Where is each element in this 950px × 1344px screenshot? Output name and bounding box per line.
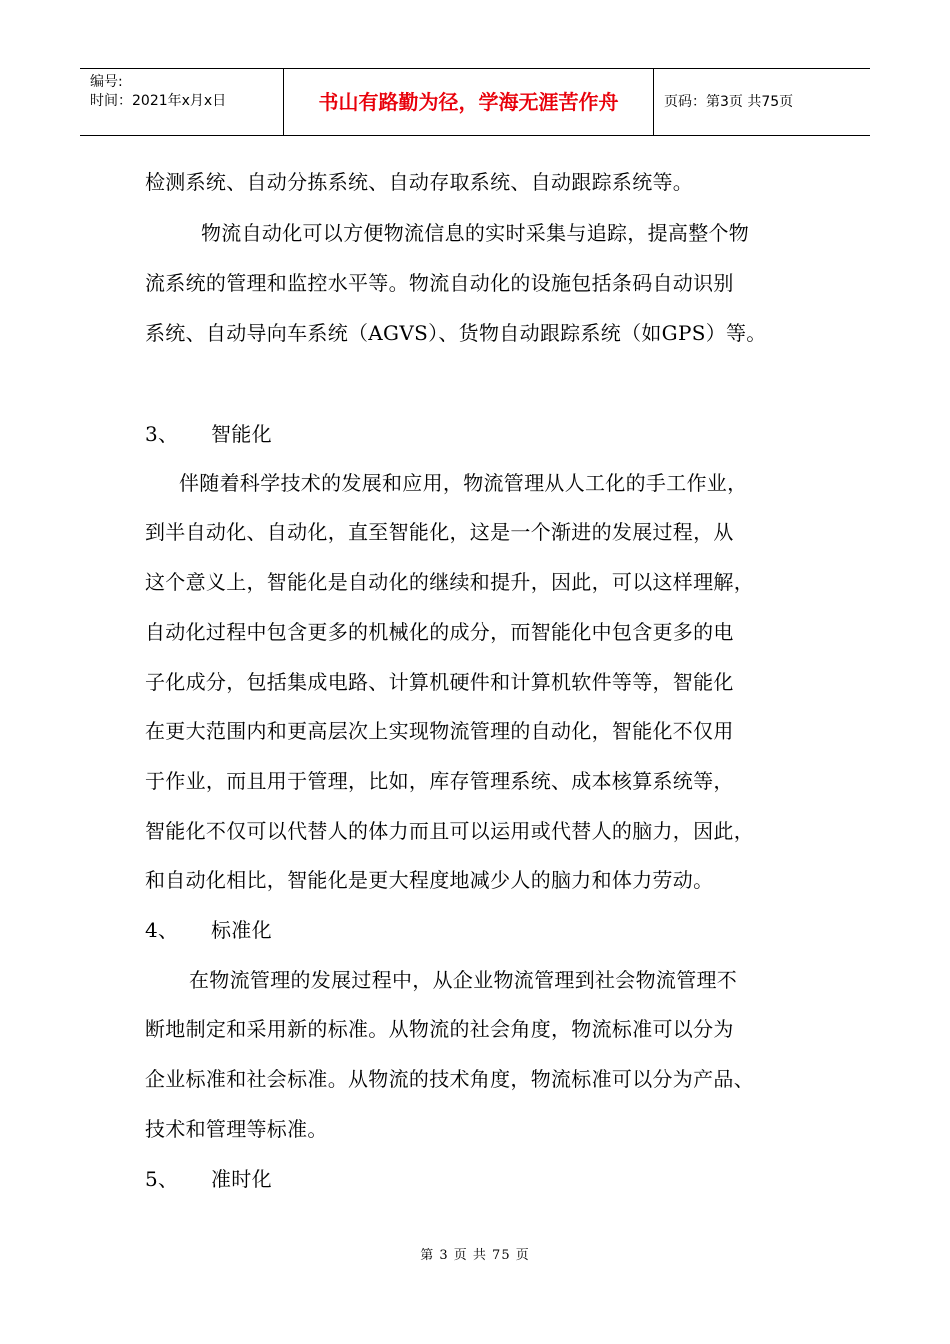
paragraph-line: 断地制定和采用新的标准。从物流的社会角度，物流标准可以分为 <box>145 1017 734 1041</box>
paragraph-line: 这个意义上，智能化是自动化的继续和提升，因此，可以这样理解， <box>145 570 754 594</box>
document-number-label: 编号: <box>90 74 123 90</box>
page-footer: 第 3 页 共 75 页 <box>420 1248 530 1263</box>
section-heading <box>145 916 272 944</box>
section-title: 智能化 <box>211 422 272 446</box>
paragraph-line: 和自动化相比，智能化是更大程度地减少人的脑力和体力劳动。 <box>145 868 714 892</box>
header-meta <box>80 69 283 135</box>
paragraph-line: 流系统的管理和监控水平等。物流自动化的设施包括条码自动识别 <box>145 271 734 295</box>
header-motto: 书山有路勤为径，学海无涯苦作舟 <box>283 69 654 135</box>
paragraph-line: 子化成分，包括集成电路、计算机硬件和计算机软件等等，智能化 <box>145 670 734 694</box>
header-page-number: 页码：第3页 共75页 <box>664 94 794 110</box>
paragraph-line: 伴随着科学技术的发展和应用，物流管理从人工化的手工作业， <box>179 471 748 495</box>
section-heading <box>145 1165 272 1193</box>
section-title: 标准化 <box>211 918 272 942</box>
paragraph-line: 智能化不仅可以代替人的体力而且可以运用或代替人的脑力，因此， <box>145 819 754 843</box>
paragraph-line: 于作业，而且用于管理，比如，库存管理系统、成本核算系统等， <box>145 769 734 793</box>
paragraph-line: 到半自动化、自动化，直至智能化，这是一个渐进的发展过程，从 <box>145 520 734 544</box>
paragraph-line: 系统、自动导向车系统（AGVS）、货物自动跟踪系统（如GPS）等。 <box>145 321 767 345</box>
document-time-label: 时间：2021年x月x日 <box>90 93 227 109</box>
section-number: 5、 <box>145 1167 179 1191</box>
paragraph-line: 物流自动化可以方便物流信息的实时采集与追踪，提高整个物 <box>201 221 750 245</box>
paragraph-line: 技术和管理等标准。 <box>145 1117 328 1141</box>
section-number: 4、 <box>145 918 179 942</box>
paragraph-line: 企业标准和社会标准。从物流的技术角度，物流标准可以分为产品、 <box>145 1067 754 1091</box>
section-title: 准时化 <box>211 1167 272 1191</box>
section-heading <box>145 420 272 448</box>
paragraph-line: 自动化过程中包含更多的机械化的成分，而智能化中包含更多的电 <box>145 620 734 644</box>
paragraph-line: 检测系统、自动分拣系统、自动存取系统、自动跟踪系统等。 <box>145 170 694 194</box>
paragraph-line: 在更大范围内和更高层次上实现物流管理的自动化，智能化不仅用 <box>145 719 734 743</box>
paragraph-line: 在物流管理的发展过程中，从企业物流管理到社会物流管理不 <box>189 968 738 992</box>
page-header <box>80 68 870 136</box>
section-number: 3、 <box>145 422 179 446</box>
